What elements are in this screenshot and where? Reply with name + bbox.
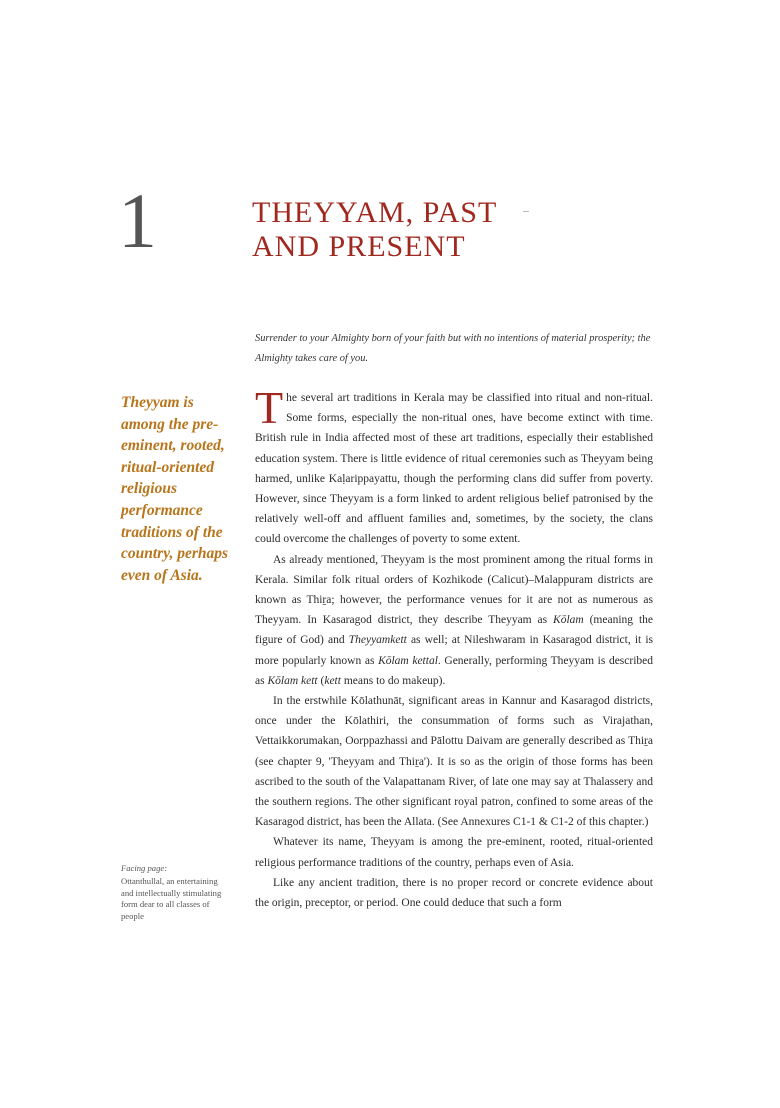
p2-text: ( — [317, 674, 325, 687]
chapter-title-line-2: AND PRESENT — [252, 230, 466, 263]
p2-italic-term: kett — [324, 674, 341, 687]
pull-quote: Theyyam is among the pre-eminent, rooted, ritual-oriented religious performance traditions of the country, perhaps even of Asia. — [121, 394, 229, 584]
p2-italic-term: Kōlam — [553, 614, 584, 627]
paragraph-3: In the erstwhile Kōlathunāt, significant areas in Kannur and Kasaragod districts, once under the Kōlathiri, the consummation of forms such as Virajathan, Vettaikkorumakan, Oorppazhassi and Pālottu Daivam are generally described as Thiṟa (see chapter 9, 'Theyyam and Thiṟa'). It is so as the origin of those forms has been ascribed to the south of the Valapattanam River, of late one may say at Thalassery and the southern regions. The other significant royal patron, confined to some areas of the Kasaragod district, has been the Allata. (See Annexures C1-1 & C1-2 of this chapter.) — [255, 695, 653, 829]
p2-italic-term: Theyyamkett — [348, 634, 407, 647]
p2-text: . Generally, performing Theyyam is described as — [255, 654, 654, 687]
p2-text: means to do makeup). — [340, 674, 446, 687]
photo-caption: Ottanthullal, an entertaining and intellectually stimulating form dear to all classes of people — [121, 876, 222, 921]
caption-heading: Facing page: — [121, 863, 168, 873]
paragraph-1-text: he several art traditions in Kerala may be classified into ritual and non-ritual. Some forms, especially the non-ritual ones, have become extinct with time. British rule in India affected most of these art traditions, especially their established education system. There is little evidence of ritual ceremonies such as Theyyam being harmed, unlike Kaḷarippayattu, though the performing clans did suffer from poverty. However, since Theyyam is a form linked to ardent religious belief patronised by the relatively well-off and affluent families and, sometimes, by the society, the clans could overcome the challenges of poverty to some extent. — [255, 392, 653, 546]
epigraph: Surrender to your Almighty born of your faith but with no intentions of material prosperity; the Almighty takes care of you. — [255, 333, 651, 364]
paragraph-1 — [255, 382, 653, 550]
paragraph-2 — [255, 550, 653, 691]
paragraph-4: Whatever its name, Theyyam is among the pre-eminent, rooted, ritual-oriented religious performance traditions of the country, perhaps even of Asia. — [255, 836, 653, 869]
p2-italic-term: Kōlam kett — [267, 674, 318, 687]
body-text — [255, 382, 654, 913]
chapter-title — [252, 196, 497, 264]
p2-text: As already mentioned, Theyyam is the most prominent among the ritual forms in Kerala. Similar folk ritual orders of Kozhikode (Calicut)–Malappuram districts are known as Thiṟa; however, the performance venues for it are not as numerous as Theyyam. In Kasaragod district, they describe Theyyam as — [255, 553, 653, 627]
decorative-mark — [523, 211, 529, 212]
p2-italic-term: Kōlam kettal — [378, 654, 438, 667]
chapter-number: 1 — [118, 177, 157, 264]
drop-cap: T — [255, 382, 284, 433]
p2-text: (meaning the figure of God) and — [255, 614, 653, 647]
p2-text: as well; at Nileshwaram in Kasaragod district, it is more popularly known as — [255, 634, 653, 667]
chapter-title-line-1: THEYYAM, PAST — [252, 196, 498, 229]
paragraph-5: Like any ancient tradition, there is no proper record or concrete evidence about the origin, preceptor, or period. One could deduce that such a form — [255, 876, 653, 910]
